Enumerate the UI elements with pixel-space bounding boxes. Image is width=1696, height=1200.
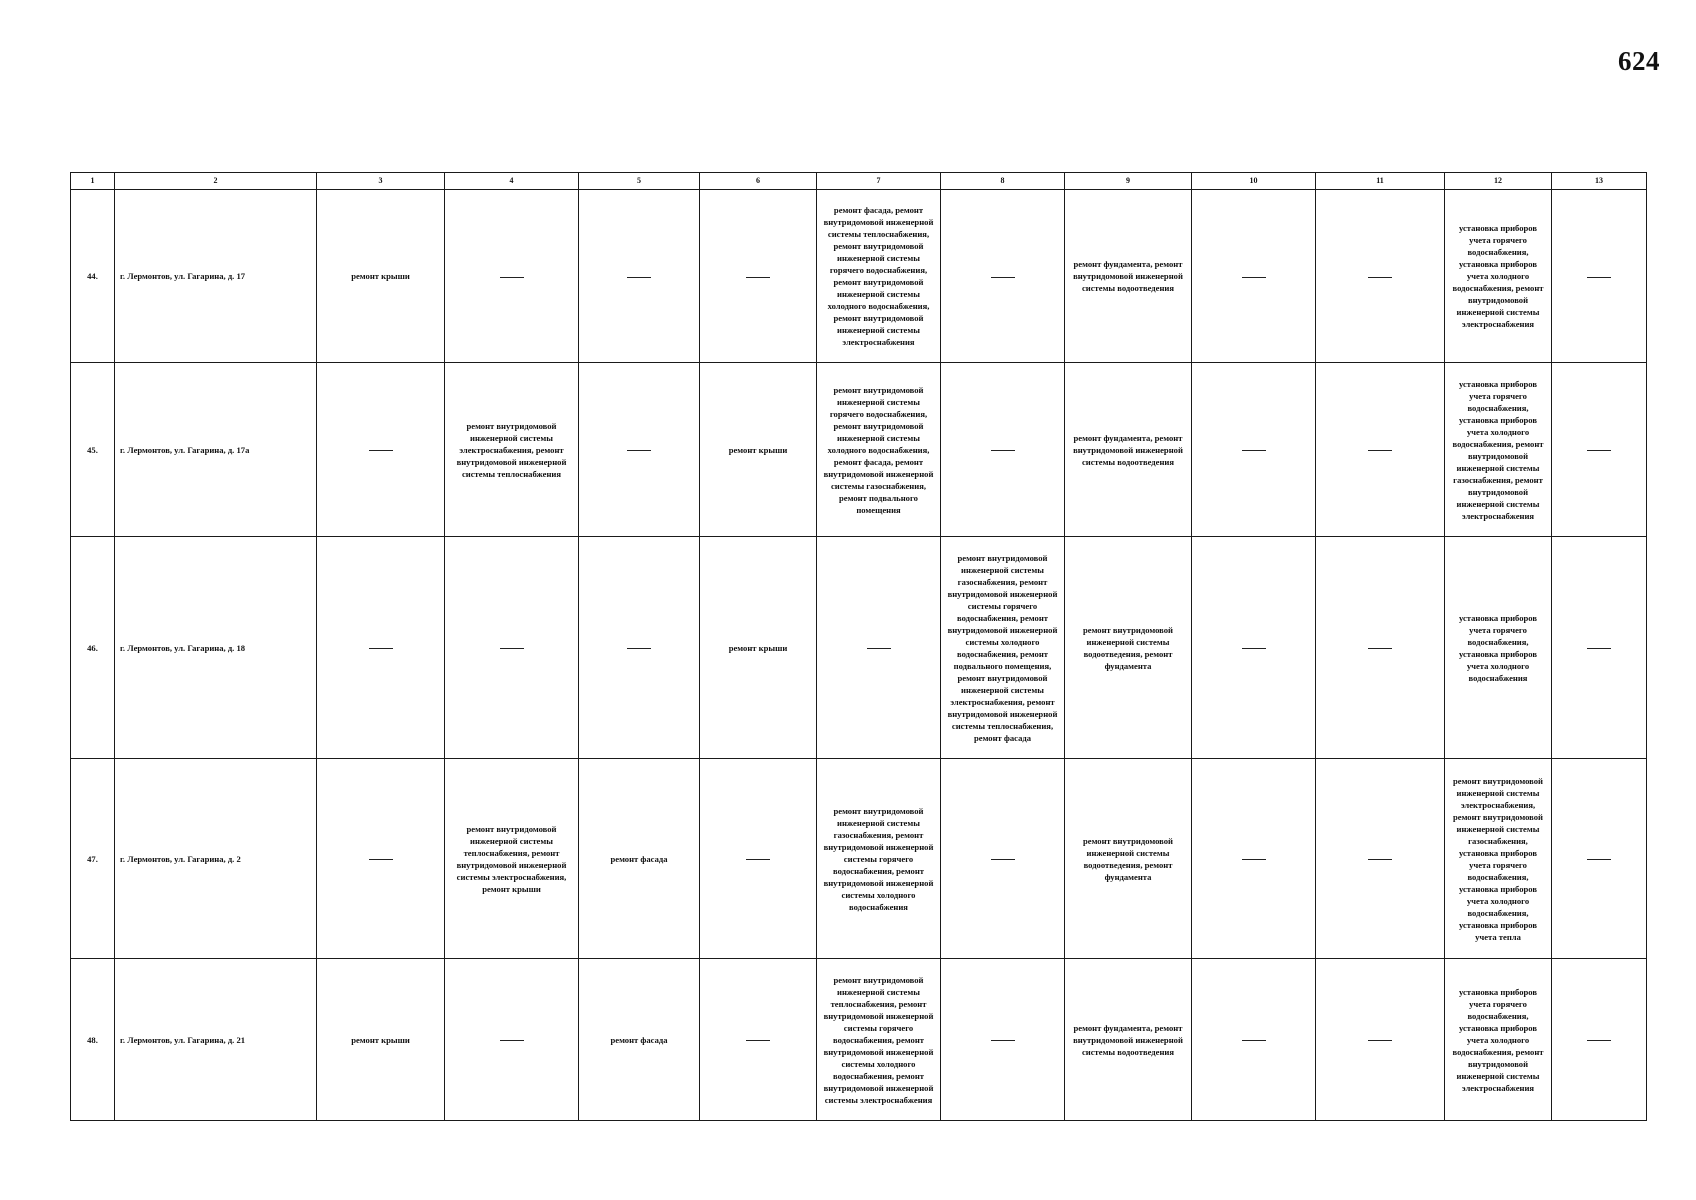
table-row: [71, 363, 1647, 537]
work-cell: [1065, 537, 1192, 759]
address-cell: г. Лермонтов, ул. Гагарина, д. 21: [115, 959, 317, 1121]
work-cell: [1445, 959, 1552, 1121]
column-header: 3: [317, 173, 445, 190]
empty-cell: [317, 537, 445, 759]
empty-cell: [700, 190, 817, 363]
empty-cell: [445, 959, 579, 1121]
empty-cell: [1552, 363, 1647, 537]
row-number: 48.: [71, 959, 115, 1121]
column-number-row: [71, 173, 1647, 190]
work-text: установка приборов учета горячего водоснабжения, установка приборов учета холодного водоснабжения: [1458, 612, 1538, 683]
empty-cell: [1192, 537, 1316, 759]
dash-mark: [627, 277, 651, 278]
work-cell: [579, 759, 700, 959]
address-cell: г. Лермонтов, ул. Гагарина, д. 18: [115, 537, 317, 759]
column-header: 10: [1192, 173, 1316, 190]
dash-mark: [1368, 1040, 1392, 1041]
work-text: ремонт фундамента, ремонт внутридомовой инженерной системы водоотведения: [1073, 259, 1183, 293]
dash-mark: [1242, 450, 1266, 451]
dash-mark: [1368, 277, 1392, 278]
work-cell: [445, 363, 579, 537]
empty-cell: [317, 759, 445, 959]
work-text: ремонт внутридомовой инженерной системы теплоснабжения, ремонт внутридомовой инженерной системы горячего водоснабжения, ремонт внутридомовой инженерной системы холодного водоснабжения, ремонт внутридомовой инженерной системы электроснабжения: [823, 974, 934, 1105]
empty-cell: [1316, 537, 1445, 759]
work-text: ремонт внутридомовой инженерной системы горячего водоснабжения, ремонт внутридомовой инженерной системы холодного водоснабжения, ремонт фасада, ремонт внутридомовой инженерной системы газоснабжения, ремонт подвального помещения: [823, 384, 934, 515]
column-header: 7: [817, 173, 941, 190]
work-cell: [1065, 190, 1192, 363]
work-text: ремонт крыши: [728, 444, 788, 455]
column-header: 11: [1316, 173, 1445, 190]
row-number: 45.: [71, 363, 115, 537]
dash-mark: [627, 450, 651, 451]
work-text: ремонт крыши: [728, 642, 788, 653]
work-cell: [700, 363, 817, 537]
dash-mark: [369, 859, 393, 860]
work-text: ремонт фасада: [610, 1034, 668, 1045]
empty-cell: [579, 363, 700, 537]
empty-cell: [445, 537, 579, 759]
empty-cell: [1316, 363, 1445, 537]
address-cell: г. Лермонтов, ул. Гагарина, д. 2: [115, 759, 317, 959]
dash-mark: [1242, 859, 1266, 860]
work-text: установка приборов учета горячего водоснабжения, установка приборов учета холодного водоснабжения, ремонт внутридомовой инженерной системы газоснабжения, ремонт внутридомовой инженерной системы электроснабжения: [1452, 378, 1544, 521]
empty-cell: [317, 363, 445, 537]
work-cell: [817, 363, 941, 537]
dash-mark: [1242, 648, 1266, 649]
dash-mark: [1368, 450, 1392, 451]
empty-cell: [700, 759, 817, 959]
dash-mark: [746, 1040, 770, 1041]
dash-mark: [991, 1040, 1015, 1041]
dash-mark: [627, 648, 651, 649]
address-cell: г. Лермонтов, ул. Гагарина, д. 17: [115, 190, 317, 363]
empty-cell: [579, 190, 700, 363]
dash-mark: [991, 277, 1015, 278]
empty-cell: [1192, 190, 1316, 363]
dash-mark: [1587, 1040, 1611, 1041]
table-row: [71, 759, 1647, 959]
work-text: ремонт крыши: [351, 271, 410, 281]
work-cell: [1065, 363, 1192, 537]
column-header: 12: [1445, 173, 1552, 190]
dash-mark: [1368, 859, 1392, 860]
table-row: [71, 190, 1647, 363]
dash-mark: [746, 859, 770, 860]
work-cell: [1065, 759, 1192, 959]
row-number: 46.: [71, 537, 115, 759]
dash-mark: [500, 277, 524, 278]
dash-mark: [746, 277, 770, 278]
row-number: 44.: [71, 190, 115, 363]
work-cell: [1445, 190, 1552, 363]
empty-cell: [1552, 959, 1647, 1121]
empty-cell: [1316, 959, 1445, 1121]
dash-mark: [867, 648, 891, 649]
work-text: ремонт фундамента, ремонт внутридомовой инженерной системы водоотведения: [1073, 432, 1183, 467]
page-number: 624: [1618, 46, 1660, 76]
column-header: 1: [71, 173, 115, 190]
dash-mark: [369, 450, 393, 451]
work-text: ремонт фасада: [610, 853, 668, 864]
empty-cell: [1552, 537, 1647, 759]
empty-cell: [941, 959, 1065, 1121]
empty-cell: [1552, 759, 1647, 959]
empty-cell: [445, 190, 579, 363]
column-header: 4: [445, 173, 579, 190]
repair-schedule-table: [70, 172, 1647, 1121]
empty-cell: [941, 363, 1065, 537]
empty-cell: [1316, 190, 1445, 363]
work-cell: [817, 190, 941, 363]
work-cell: [317, 959, 445, 1121]
address-cell: г. Лермонтов, ул. Гагарина, д. 17а: [115, 363, 317, 537]
dash-mark: [1368, 648, 1392, 649]
empty-cell: [579, 537, 700, 759]
empty-cell: [1192, 959, 1316, 1121]
column-header: 13: [1552, 173, 1647, 190]
work-text: ремонт крыши: [351, 1034, 410, 1045]
work-text: ремонт внутридомовой инженерной системы электроснабжения, ремонт внутридомовой инженерной системы газоснабжения, установка приборов учета горячего водоснабжения, установка приборов учета холодного водоснабжения, установка приборов учета тепла: [1452, 775, 1544, 942]
column-header: 5: [579, 173, 700, 190]
work-cell: [445, 759, 579, 959]
work-text: установка приборов учета горячего водоснабжения, установка приборов учета холодного водоснабжения, ремонт внутридомовой инженерной системы электроснабжения: [1452, 986, 1544, 1093]
work-text: ремонт внутридомовой инженерной системы газоснабжения, ремонт внутридомовой инженерной системы горячего водоснабжения, ремонт внутридомовой инженерной системы холодного водоснабжения: [823, 805, 934, 912]
dash-mark: [991, 450, 1015, 451]
work-cell: [700, 537, 817, 759]
work-text: ремонт внутридомовой инженерной системы водоотведения, ремонт фундамента: [1082, 835, 1174, 882]
dash-mark: [1242, 1040, 1266, 1041]
work-cell: [1445, 363, 1552, 537]
empty-cell: [1552, 190, 1647, 363]
column-header: 8: [941, 173, 1065, 190]
empty-cell: [1192, 759, 1316, 959]
work-text: ремонт внутридомовой инженерной системы электроснабжения, ремонт внутридомовой инженерной системы теплоснабжения: [456, 420, 567, 479]
work-cell: [1445, 759, 1552, 959]
work-cell: [1445, 537, 1552, 759]
dash-mark: [991, 859, 1015, 860]
work-cell: [579, 959, 700, 1121]
work-cell: [817, 959, 941, 1121]
dash-mark: [1587, 450, 1611, 451]
work-cell: [941, 537, 1065, 759]
dash-mark: [369, 648, 393, 649]
work-text: ремонт внутридомовой инженерной системы водоотведения, ремонт фундамента: [1082, 624, 1174, 671]
dash-mark: [1587, 648, 1611, 649]
table-row: [71, 959, 1647, 1121]
work-text: ремонт фасада, ремонт внутридомовой инженерной системы теплоснабжения, ремонт внутридомовой инженерной системы горячего водоснабжения, ремонт внутридомовой инженерной системы холодного водоснабжения, ремонт внутридомовой инженерной системы электроснабжения: [823, 205, 934, 347]
work-cell: [1065, 959, 1192, 1121]
work-cell: [317, 190, 445, 363]
dash-mark: [500, 648, 524, 649]
work-text: ремонт внутридомовой инженерной системы теплоснабжения, ремонт внутридомовой инженерной системы электроснабжения, ремонт крыши: [456, 823, 567, 894]
empty-cell: [700, 959, 817, 1121]
empty-cell: [1316, 759, 1445, 959]
work-text: ремонт фундамента, ремонт внутридомовой инженерной системы водоотведения: [1073, 1022, 1183, 1057]
dash-mark: [1587, 859, 1611, 860]
dash-mark: [1242, 277, 1266, 278]
column-header: 2: [115, 173, 317, 190]
column-header: 6: [700, 173, 817, 190]
column-header: 9: [1065, 173, 1192, 190]
work-text: ремонт внутридомовой инженерной системы газоснабжения, ремонт внутридомовой инженерной системы горячего водоснабжения, ремонт внутридомовой инженерной системы холодного водоснабжения, ремонт подвального помещения, ремонт внутридомовой инженерной системы электроснабжения, ремонт внутридомовой инженерной системы теплоснабжения, ремонт фасада: [947, 552, 1058, 743]
row-number: 47.: [71, 759, 115, 959]
table-row: [71, 537, 1647, 759]
work-text: установка приборов учета горячего водоснабжения, установка приборов учета холодного водоснабжения, ремонт внутридомовой инженерной системы электроснабжения: [1452, 223, 1544, 329]
dash-mark: [1587, 277, 1611, 278]
empty-cell: [941, 759, 1065, 959]
empty-cell: [817, 537, 941, 759]
dash-mark: [500, 1040, 524, 1041]
empty-cell: [1192, 363, 1316, 537]
empty-cell: [941, 190, 1065, 363]
work-cell: [817, 759, 941, 959]
